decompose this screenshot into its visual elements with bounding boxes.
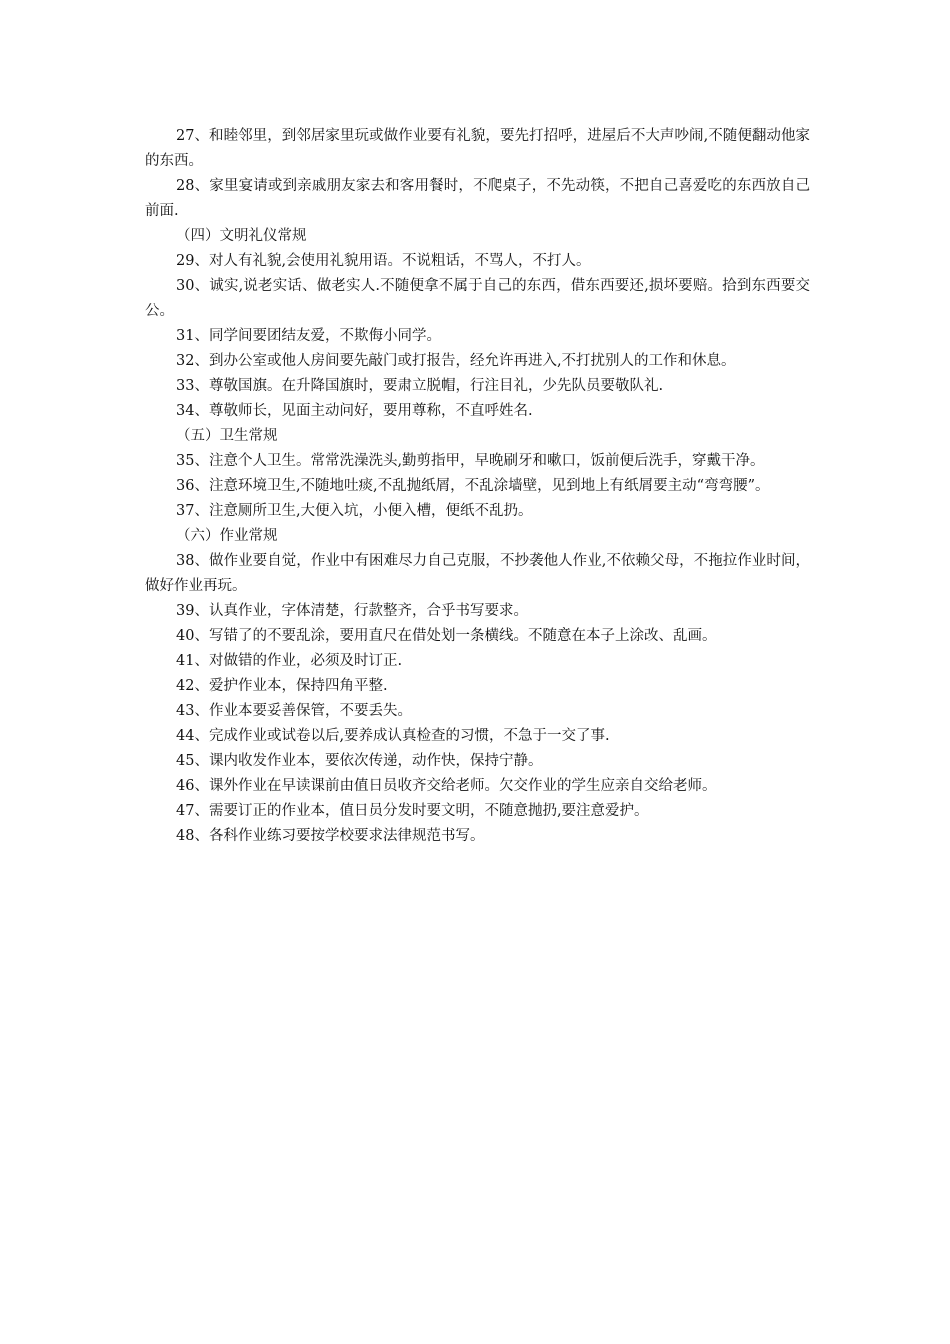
- rule-39: 39、认真作业，字体清楚，行款整齐，合乎书写要求。: [176, 603, 528, 619]
- rule-35: 35、注意个人卫生。常常洗澡洗头,勤剪指甲，早晚刷牙和嗽口，饭前便后洗手，穿戴干净。: [176, 453, 765, 469]
- rule-48: 48、各科作业练习要按学校要求法律规范书写。: [176, 828, 485, 844]
- rule-46: 46、课外作业在早读课前由值日员收齐交给老师。欠交作业的学生应亲自交给老师。: [176, 778, 717, 794]
- rule-44: 44、完成作业或试卷以后,要养成认真检查的习惯，不急于一交了事.: [176, 728, 610, 744]
- rule-41: 41、对做错的作业，必须及时订正.: [176, 653, 403, 669]
- rule-40: 40、写错了的不要乱涂，要用直尺在借处划一条横线。不随意在本子上涂改、乱画。: [176, 628, 717, 644]
- rule-31: 31、同学间要团结友爱，不欺侮小同学。: [176, 328, 441, 344]
- rule-37: 37、注意厕所卫生,大便入坑，小便入槽，便纸不乱扔。: [176, 503, 533, 519]
- rule-43: 43、作业本要妥善保管，不要丢失。: [176, 703, 412, 719]
- rule-36: 36、注意环境卫生,不随地吐痰,不乱抛纸屑，不乱涂墙壁，见到地上有纸屑要主动“弯弯腰”。: [176, 478, 770, 494]
- rule-30: 30、诚实,说老实话、做老实人.不随便拿不属于自己的东西，借东西要还,损坏要赔。拾到东西要交公。: [145, 278, 810, 319]
- section-heading-hygiene: （五）卫生常规: [176, 428, 278, 444]
- rule-29: 29、对人有礼貌,会使用礼貌用语。不说粗话，不骂人，不打人。: [176, 253, 591, 269]
- section-heading-etiquette: （四）文明礼仪常规: [176, 228, 307, 244]
- rule-32: 32、到办公室或他人房间要先敲门或打报告，经允许再进入,不打扰别人的工作和休息。: [176, 353, 736, 369]
- rule-28: 28、家里宴请或到亲戚朋友家去和客用餐时，不爬桌子，不先动筷，不把自己喜爱吃的东西放自己前面.: [145, 178, 810, 219]
- rule-45: 45、课内收发作业本，要依次传递，动作快，保持宁静。: [176, 753, 543, 769]
- document-page: [145, 124, 810, 849]
- rule-47: 47、需要订正的作业本，值日员分发时要文明，不随意抛扔,要注意爱护。: [176, 803, 649, 819]
- rule-34: 34、尊敬师长，见面主动问好，要用尊称，不直呼姓名.: [176, 403, 533, 419]
- rule-33: 33、尊敬国旗。在升降国旗时，要肃立脱帽，行注目礼，少先队员要敬队礼.: [176, 378, 664, 394]
- rule-42: 42、爱护作业本，保持四角平整.: [176, 678, 388, 694]
- rule-38: 38、做作业要自觉，作业中有困难尽力自己克服，不抄袭他人作业,不依赖父母，不拖拉作业时间，做好作业再玩。: [145, 553, 810, 594]
- rule-27: 27、和睦邻里，到邻居家里玩或做作业要有礼貌，要先打招呼，进屋后不大声吵闹,不随便翻动他家的东西。: [145, 128, 810, 169]
- section-heading-homework: （六）作业常规: [176, 528, 278, 544]
